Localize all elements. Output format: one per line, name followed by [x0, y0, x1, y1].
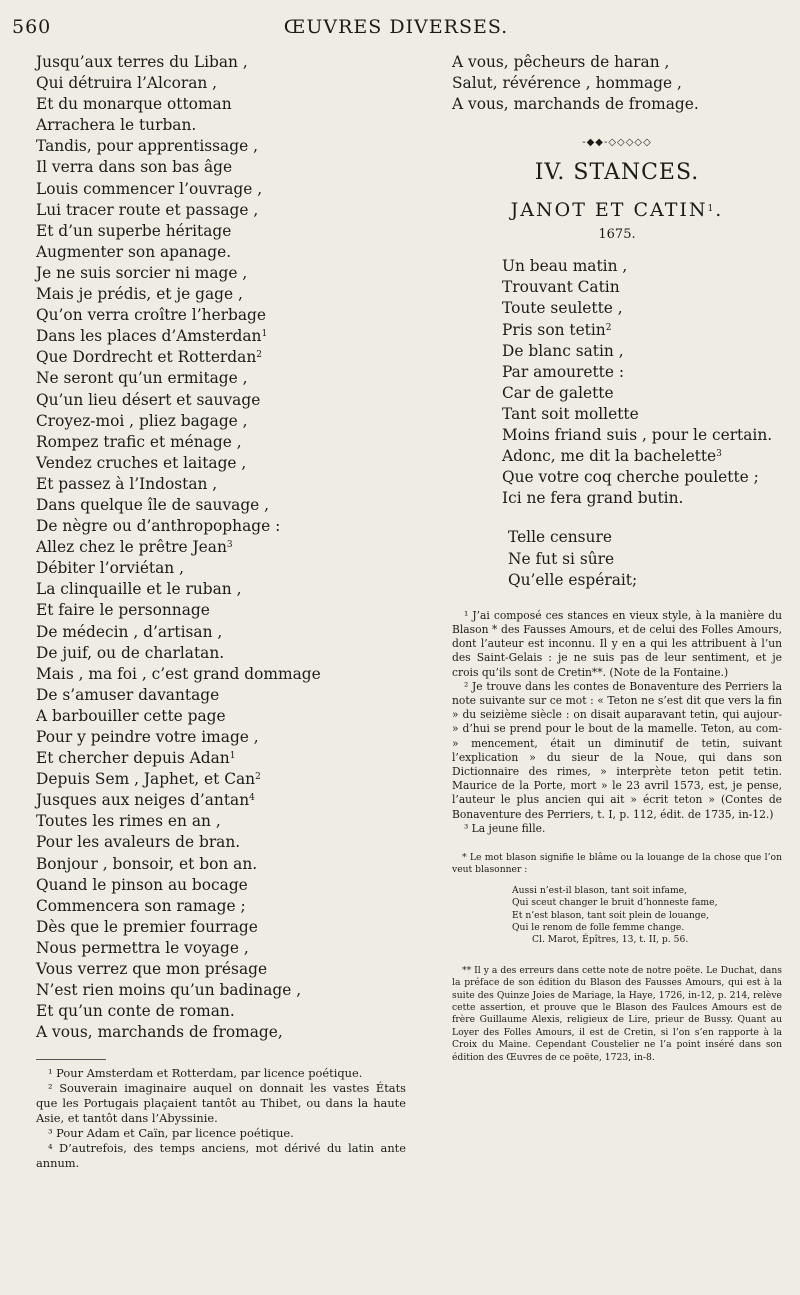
verse-text: La clinquaille et le ruban ,	[36, 580, 242, 599]
verse-text: Vendez cruches et laitage ,	[36, 453, 247, 472]
verse-text: Toute seulette ,	[502, 299, 623, 318]
verse-line	[36, 73, 406, 94]
verse-line	[36, 115, 406, 136]
note-mark: 2	[255, 772, 261, 783]
verse-line	[502, 341, 782, 362]
verse-line: Salut, révérence , hommage ,	[452, 74, 682, 93]
verse-line	[36, 832, 406, 853]
quote-line: Et n’est blason, tant soit plein de louange,	[512, 909, 710, 921]
verse-text: Tandis, pour apprentissage ,	[36, 137, 258, 156]
verse-text: Allez chez le prêtre Jean	[36, 538, 227, 557]
verse-text: Qu’un lieu désert et sauvage	[36, 390, 261, 409]
verse-line	[36, 896, 406, 917]
verse-text: Débiter l’orviétan ,	[36, 559, 184, 578]
verse-text: Et chercher depuis Adan	[36, 749, 230, 768]
verse-line	[36, 179, 406, 200]
verse-text: Jusques aux neiges d’antan	[36, 791, 250, 810]
verse-line	[502, 404, 782, 425]
ornament-divider: -◆◆-◇◇◇◇◇	[582, 137, 652, 149]
verse-line	[502, 446, 782, 467]
footnote-3: ³ Pour Adam et Caïn, par licence poétique.	[48, 1126, 294, 1141]
verse-text: De juif, ou de charlatan.	[36, 643, 225, 662]
verse-text: Mais , ma foi , c’est grand dommage	[36, 664, 321, 683]
verse-text: Qu’on verra croître l’herbage	[36, 306, 266, 325]
verse-line	[508, 549, 782, 570]
verse-line: A vous, marchands de fromage.	[452, 95, 699, 114]
verse-line	[36, 1001, 406, 1022]
errors-note	[452, 965, 782, 1064]
poem-title-text: JANOT ET CATIN	[510, 199, 708, 222]
verse-line	[36, 980, 406, 1001]
verse-line	[36, 622, 406, 643]
verse-line	[36, 706, 406, 727]
verse-text: N’est rien moins qu’un badinage ,	[36, 981, 302, 1000]
verse-line	[36, 748, 406, 769]
note-mark: 3	[226, 540, 233, 551]
verse-line	[36, 685, 406, 706]
verse-line	[36, 664, 406, 685]
quote-line: Qui sceut changer le bruit d’honneste fame,	[512, 897, 718, 909]
verse-text: Car de galette	[502, 383, 614, 402]
verse-line	[36, 516, 406, 537]
verse-text: Et qu’un conte de roman.	[36, 1002, 235, 1021]
verse-text: Pour y peindre votre image ,	[36, 728, 259, 746]
verse-line	[36, 136, 406, 157]
poem-title: JANOT ET CATIN$^1$.	[510, 199, 724, 222]
verse-text: Et du monarque ottoman	[36, 95, 232, 114]
verse-text: Toutes les rimes en an ,	[36, 812, 221, 831]
verse-line	[508, 527, 782, 548]
verse-line	[36, 769, 406, 790]
note-mark: 3	[716, 449, 722, 460]
verse-text: Trouvant Catin	[502, 278, 620, 297]
verse-text: Je ne suis sorcier ni mage ,	[36, 263, 248, 282]
verse-line	[36, 284, 406, 305]
verse-line	[502, 425, 782, 446]
verse-line	[36, 52, 406, 73]
verse-text: Ne seront qu’un ermitage ,	[36, 369, 248, 388]
section-title: IV. STANCES.	[534, 160, 700, 186]
marot-quote	[512, 885, 782, 947]
verse-text: Vous verrez que mon présage	[36, 960, 268, 979]
verse-line	[502, 467, 782, 488]
note-mark: 1	[261, 329, 268, 340]
verse-text: Dans les places d’Amsterdan	[36, 327, 262, 346]
verse-line	[36, 221, 406, 242]
verse-line	[36, 347, 406, 368]
verse-text: Par amourette :	[502, 362, 625, 381]
verse-text: Croyez-moi , pliez bagage ,	[36, 411, 248, 430]
verse-line	[36, 94, 406, 115]
verse-line	[36, 727, 406, 748]
note-mark: 2	[605, 322, 612, 333]
verse-line	[36, 811, 406, 832]
verse-line	[502, 488, 782, 509]
poem-year: 1675.	[598, 227, 636, 243]
verse-text: Ici ne fera grand butin.	[502, 489, 684, 508]
verse-text: Il verra dans son bas âge	[36, 158, 233, 177]
verse-line	[36, 390, 406, 411]
verse-line	[36, 643, 406, 664]
verse-line	[36, 558, 406, 579]
right-notes	[452, 609, 782, 836]
verse-text: Commencera son ramage ;	[36, 896, 246, 915]
running-head	[12, 16, 780, 42]
verse-text: Tant soit mollette	[502, 404, 639, 423]
blason-note	[452, 852, 782, 877]
verse-line	[36, 938, 406, 959]
verse-line	[502, 256, 782, 277]
page-number: 560	[12, 16, 52, 38]
stanza-2	[508, 527, 782, 590]
verse-line	[36, 495, 406, 516]
verse-line	[502, 383, 782, 404]
verse-text: Mais je prédis, et je gage ,	[36, 285, 243, 304]
verse-line	[502, 320, 782, 341]
verse-text: Quand le pinson au bocage	[36, 875, 248, 894]
verse-line	[502, 298, 782, 319]
right-verse-top	[452, 52, 782, 115]
poem-title-note-mark: 1	[707, 204, 716, 215]
blason-note-text: * Le mot blason signifie le blâme ou la louange de la chose que l’on veut blasonner :	[452, 851, 782, 876]
right-column	[452, 52, 782, 1064]
verse-line	[36, 432, 406, 453]
footnote-1: ¹ Pour Amsterdam et Rotterdam, par licence poétique.	[48, 1066, 363, 1081]
footnote-rule	[36, 1059, 106, 1060]
verse-line	[36, 368, 406, 389]
verse-line	[36, 326, 406, 347]
verse-text: Louis commencer l’ouvrage ,	[36, 179, 263, 198]
verse-text: Et passez à l’Indostan ,	[36, 474, 218, 493]
verse-text: Rompez trafic et ménage ,	[36, 432, 242, 451]
verse-text: Nous permettra le voyage ,	[36, 938, 249, 957]
verse-line	[36, 453, 406, 474]
verse-text: Telle censure	[508, 528, 612, 547]
verse-line	[36, 242, 406, 263]
verse-text: Lui tracer route et passage ,	[36, 200, 259, 219]
stanza-1	[502, 256, 782, 509]
verse-text: Ne fut si sûre	[508, 549, 615, 568]
verse-line	[36, 305, 406, 326]
verse-text: Pour les avaleurs de bran.	[36, 833, 241, 852]
footnote-4: ⁴ D’autrefois, des temps anciens, mot dérivé du latin ante annum.	[36, 1141, 406, 1171]
verse-line	[36, 537, 406, 558]
verse-line	[36, 959, 406, 980]
verse-text: Que votre coq cherche poulette ;	[502, 468, 759, 487]
errors-note-text: ** Il y a des erreurs dans cette note de notre poëte. Le Duchat, dans la préface de son édition du Blason des Fausses Amours, qui est à la suite des Quinze Joies de Mariage, la Haye, 1726, in-12, p. 214, relève cette assertion, et prouve que le Blason des Faulces Amours est de frère Guillaume Alexis, religieux de Lire, prieur de Bussy. Quant au Loyer des Folles Amours, il est de Cretin, si l’on s’en rapporte à la Croix du Maine. Cependant Coustelier ne l’a point inséré dans son édition des Œuvres de ce poëte, 1723, in-8.	[452, 964, 782, 1063]
verse-text: De blanc satin ,	[502, 341, 624, 360]
footnote-2: ² Souverain imaginaire auquel on donnait les vastes États que les Portugais plaçaient tantôt au Thibet, ou dans la haute Asie, et tantôt dans l’Abyssinie.	[36, 1081, 406, 1126]
verse-text: Depuis Sem , Japhet, et Can	[36, 770, 256, 789]
verse-text: Un beau matin ,	[502, 257, 628, 276]
left-column	[36, 52, 406, 1171]
verse-text: De médecin , d’artisan ,	[36, 622, 223, 641]
verse-text: Qui détruira l’Alcoran ,	[36, 74, 218, 93]
verse-text: De s’amuser davantage	[36, 685, 220, 704]
verse-line	[36, 600, 406, 621]
verse-line	[36, 579, 406, 600]
verse-line	[36, 854, 406, 875]
verse-text: Jusqu’aux terres du Liban ,	[36, 53, 248, 71]
verse-text: Arrachera le turban.	[36, 116, 197, 135]
verse-text: Et d’un superbe héritage	[36, 221, 232, 240]
verse-line	[36, 263, 406, 284]
verse-line	[36, 157, 406, 178]
left-verse	[36, 52, 406, 1043]
note-mark: 2	[256, 350, 262, 361]
verse-text: Adonc, me dit la bachelette	[502, 447, 717, 466]
quote-line: Qui le renom de folle femme change.	[512, 921, 685, 933]
verse-text: Moins friand suis , pour le certain.	[502, 426, 773, 445]
note-1: ¹ J’ai composé ces stances en vieux style, à la manière du Blason * des Fausses Amours, et de celui des Folles Amours, dont l’auteur est inconnu. Il y en a qui les attribuent à l’un des Saint-Gelais : je ne suis pas de leur sentiment, et je crois qu’ils sont de Cretin**. (Note de la Fontaine.)	[452, 608, 782, 679]
verse-text: Bonjour , bonsoir, et bon an.	[36, 854, 258, 873]
note-mark: 4	[249, 793, 255, 804]
verse-line	[36, 474, 406, 495]
verse-text: Qu’elle espérait;	[508, 570, 638, 589]
verse-text: Augmenter son apanage.	[36, 242, 232, 261]
verse-text: De nègre ou d’anthropophage :	[36, 517, 281, 536]
running-title: ŒUVRES DIVERSES.	[283, 16, 509, 38]
quote-line: Aussi n’est-il blason, tant soit infame,	[512, 884, 688, 896]
verse-text: Dans quelque île de sauvage ,	[36, 495, 270, 514]
verse-line: A vous, pêcheurs de haran ,	[452, 53, 670, 71]
verse-line	[36, 917, 406, 938]
verse-line	[36, 875, 406, 896]
left-footnotes	[36, 1066, 406, 1171]
verse-line	[36, 200, 406, 221]
verse-text: Que Dordrecht et Rotterdan	[36, 348, 257, 367]
verse-text: Et faire le personnage	[36, 601, 210, 620]
verse-line	[502, 362, 782, 383]
note-2: ² Je trouve dans les contes de Bonaventure des Perriers la note suivante sur ce mot : « Teton ne s’est dit que vers la fin » du seizième siècle : on disait auparavant tetin, qui aujour- » d’hui se prend pour le bout de la mamelle. Teton, au com- » mencement, était un diminutif de tetin, suivant l’explication » du sieur de la Noue, qui dans son Dictionnaire des rimes, » interprète teton petit tetin. Maurice de la Porte, mort » le 23 avril 1573, est, je pense, l’auteur le plus ancien qui ait » écrit teton » (Contes de Bonaventure des Perriers, t. I, p. 112, édit. de 1735, in-12.)	[452, 679, 782, 821]
verse-line	[36, 411, 406, 432]
verse-text: Pris son tetin	[502, 320, 606, 339]
verse-text: A vous, marchands de fromage,	[36, 1023, 283, 1042]
verse-line	[36, 790, 406, 811]
verse-line	[36, 1022, 406, 1043]
verse-text: Dès que le premier fourrage	[36, 917, 258, 936]
verse-text: A barbouiller cette page	[36, 706, 226, 725]
note-3: ³ La jeune fille.	[464, 821, 546, 835]
verse-line	[508, 570, 782, 591]
note-mark: 1	[229, 751, 236, 762]
verse-line	[502, 277, 782, 298]
quote-citation: Cl. Marot, Épîtres, 13, t. II, p. 56.	[532, 934, 689, 946]
